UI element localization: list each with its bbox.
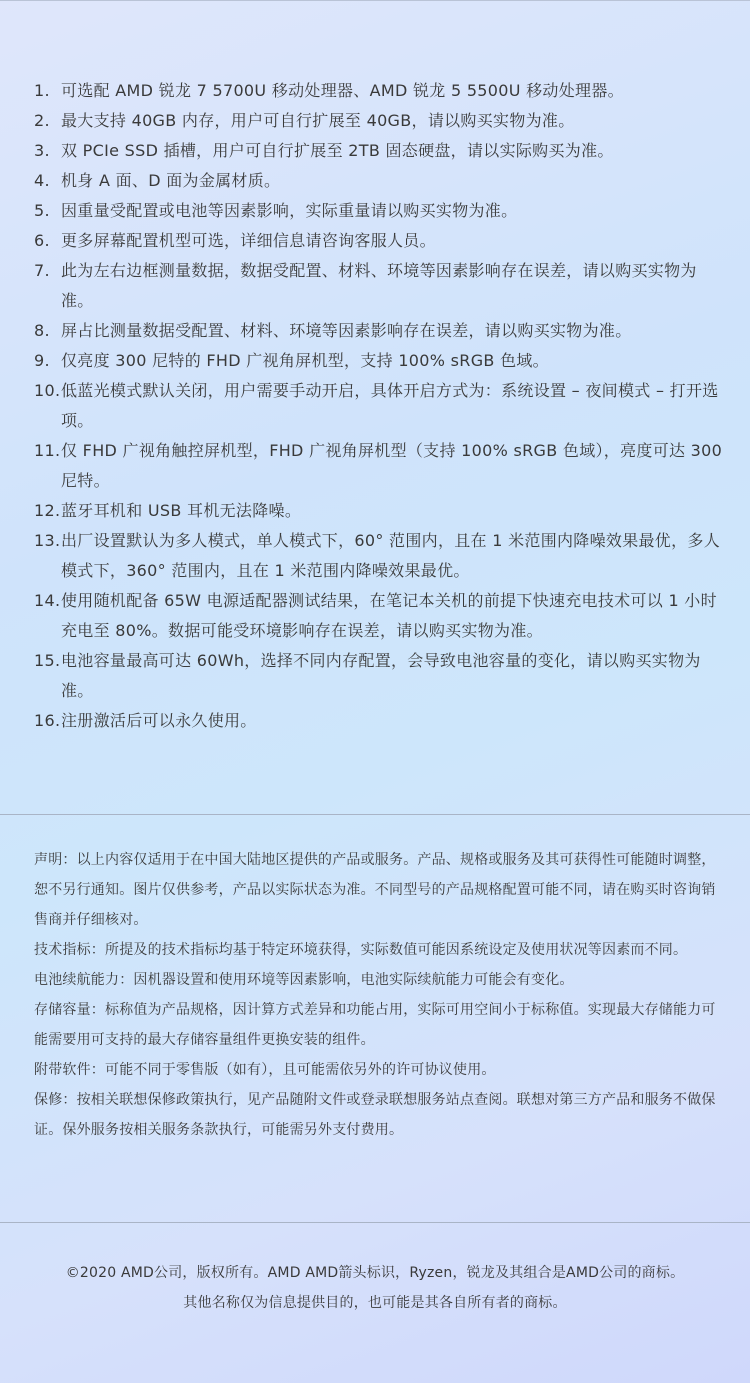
footnote-text: 低蓝光模式默认关闭，用户需要手动开启，具体开启方式为：系统设置 – 夜间模式 – 打开选项。	[61, 381, 719, 430]
footnote-item	[34, 136, 724, 166]
footnote-item	[34, 706, 724, 736]
disclaimer-software: 附带软件：可能不同于零售版（如有），且可能需依另外的许可协议使用。	[34, 1062, 496, 1078]
footnote-number: 11.	[34, 441, 61, 460]
footnote-text: 机身 A 面、D 面为金属材质。	[61, 171, 281, 190]
footnote-text: 更多屏幕配置机型可选，详细信息请咨询客服人员。	[61, 231, 436, 250]
footnote-text: 屏占比测量数据受配置、材料、环境等因素影响存在误差，请以购买实物为准。	[61, 321, 632, 340]
footnote-text: 因重量受配置或电池等因素影响，实际重量请以购买实物为准。	[61, 201, 518, 220]
footnote-text: 仅亮度 300 尼特的 FHD 广视角屏机型，支持 100% sRGB 色域。	[61, 351, 549, 370]
footnote-item	[34, 166, 724, 196]
footnote-item	[34, 646, 724, 706]
footnote-text: 此为左右边框测量数据，数据受配置、材料、环境等因素影响存在误差，请以购买实物为准。	[61, 261, 697, 310]
footnote-text: 双 PCIe SSD 插槽，用户可自行扩展至 2TB 固态硬盘，请以实际购买为准。	[61, 141, 614, 160]
footnotes-list	[34, 76, 724, 736]
footnote-number: 14.	[34, 591, 61, 610]
footnote-text: 电池容量最高可达 60Wh，选择不同内存配置，会导致电池容量的变化，请以购买实物为准。	[61, 651, 701, 700]
footnote-item	[34, 106, 724, 136]
disclaimer-statement: 声明：以上内容仅适用于在中国大陆地区提供的产品或服务。产品、规格或服务及其可获得性可能随时调整，恕不另行通知。图片仅供参考，产品以实际状态为准。不同型号的产品规格配置可能不同，请在购买时咨询销售商并仔细核对。	[34, 852, 716, 928]
footnote-item	[34, 346, 724, 376]
footnote-text: 出厂设置默认为多人模式，单人模式下，60° 范围内，且在 1 米范围内降噪效果最优，多人模式下，360° 范围内，且在 1 米范围内降噪效果最优。	[61, 531, 720, 580]
footnote-number: 9.	[34, 351, 50, 370]
footnote-number: 15.	[34, 651, 61, 670]
section-divider	[0, 1222, 750, 1223]
disclaimer-storage: 存储容量：标称值为产品规格，因计算方式差异和功能占用，实际可用空间小于标称值。实现最大存储能力可能需要用可支持的最大存储容量组件更换安装的组件。	[34, 1002, 716, 1048]
footnote-number: 7.	[34, 261, 50, 280]
disclaimer-section	[34, 845, 718, 1145]
footnote-item	[34, 436, 724, 496]
disclaimer-battery-life: 电池续航能力：因机器设置和使用环境等因素影响，电池实际续航能力可能会有变化。	[34, 972, 574, 988]
footnote-number: 16.	[34, 711, 61, 730]
footnote-text: 仅 FHD 广视角触控屏机型，FHD 广视角屏机型（支持 100% sRGB 色域），亮度可达 300 尼特。	[61, 441, 723, 490]
trademark-line: ©2020 AMD公司，版权所有。AMD AMD箭头标识，Ryzen，锐龙及其组合是AMD公司的商标。	[65, 1265, 685, 1281]
trademark-footer	[0, 1258, 750, 1318]
trademark-line: 其他名称仅为信息提供目的，也可能是其各自所有者的商标。	[183, 1295, 567, 1311]
footnote-text: 使用随机配备 65W 电源适配器测试结果，在笔记本关机的前提下快速充电技术可以 1 小时充电至 80%。数据可能受环境影响存在误差，请以购买实物为准。	[61, 591, 717, 640]
footnote-item	[34, 226, 724, 256]
disclaimer-tech-specs: 技术指标：所提及的技术指标均基于特定环境获得，实际数值可能因系统设定及使用状况等因素而不同。	[34, 942, 688, 958]
footnote-text: 蓝牙耳机和 USB 耳机无法降噪。	[61, 501, 302, 520]
footnote-item	[34, 586, 724, 646]
footnote-number: 2.	[34, 111, 50, 130]
footnote-text: 最大支持 40GB 内存，用户可自行扩展至 40GB，请以购买实物为准。	[61, 111, 575, 130]
footnote-item	[34, 316, 724, 346]
footnote-number: 8.	[34, 321, 50, 340]
section-divider	[0, 814, 750, 815]
footnote-number: 1.	[34, 81, 50, 100]
footnote-item	[34, 76, 724, 106]
footnote-item	[34, 376, 724, 436]
footnote-item	[34, 526, 724, 586]
footnote-number: 10.	[34, 381, 61, 400]
footnote-number: 12.	[34, 501, 61, 520]
footnote-number: 5.	[34, 201, 50, 220]
footnote-number: 4.	[34, 171, 50, 190]
footnote-text: 可选配 AMD 锐龙 7 5700U 移动处理器、AMD 锐龙 5 5500U 移动处理器。	[61, 81, 624, 100]
footnote-item	[34, 256, 724, 316]
top-rule	[0, 0, 750, 1]
disclaimer-warranty: 保修：按相关联想保修政策执行，见产品随附文件或登录联想服务站点查阅。联想对第三方产品和服务不做保证。保外服务按相关服务条款执行，可能需另外支付费用。	[34, 1092, 716, 1138]
footnote-number: 3.	[34, 141, 50, 160]
footnote-number: 13.	[34, 531, 61, 550]
footnote-text: 注册激活后可以永久使用。	[61, 711, 257, 730]
footnote-item	[34, 496, 724, 526]
footnote-number: 6.	[34, 231, 50, 250]
footnote-item	[34, 196, 724, 226]
